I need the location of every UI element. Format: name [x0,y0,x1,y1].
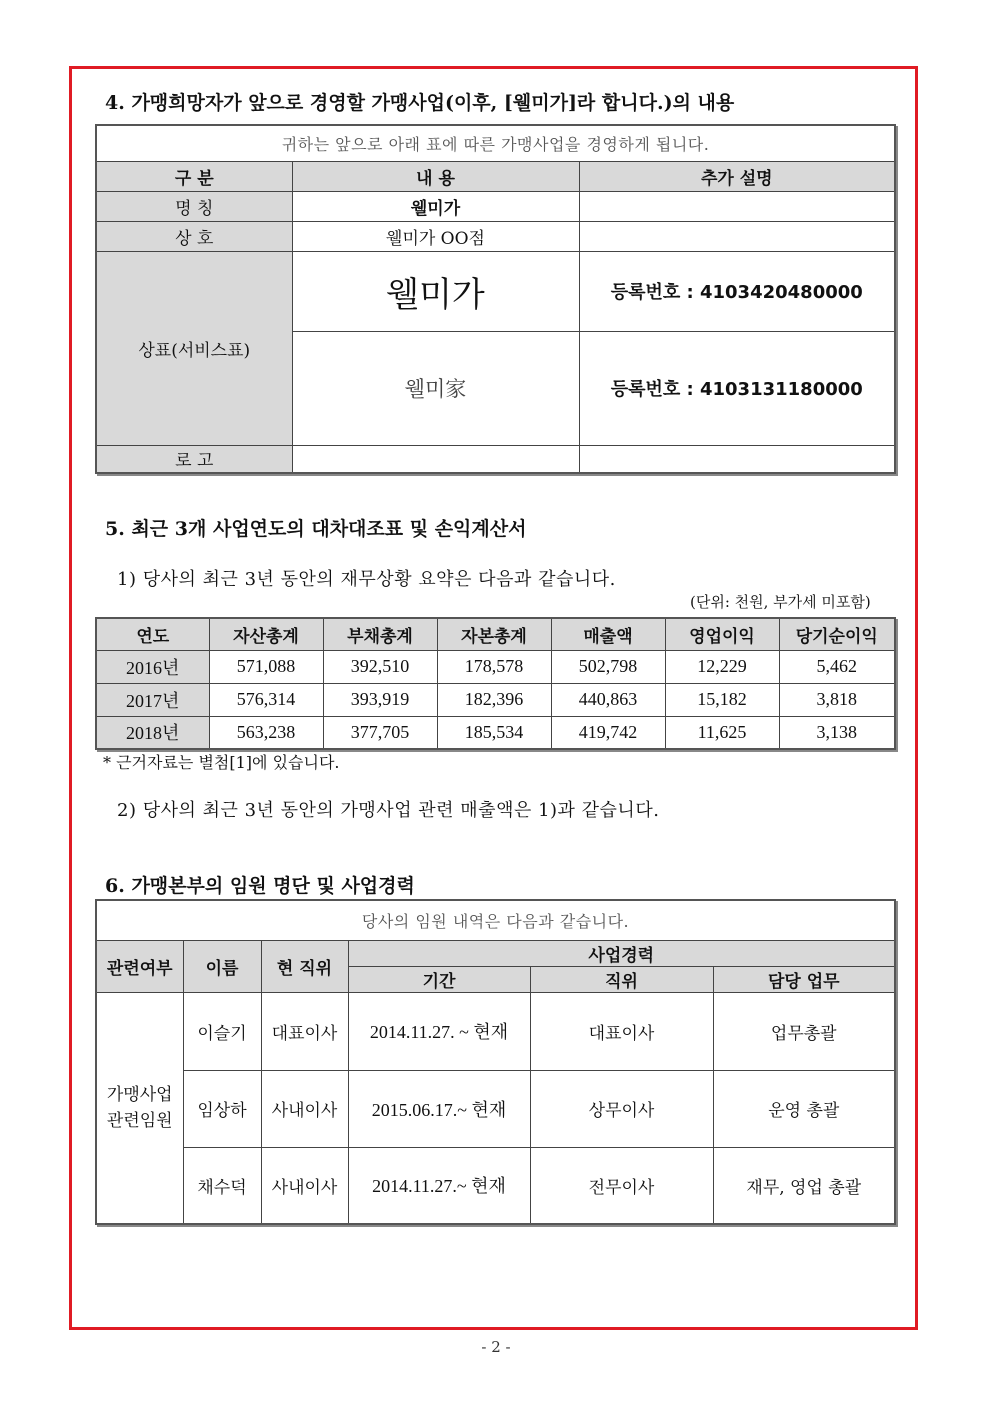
assets-cell: 563,238 [209,716,323,749]
exec-name: 채수덕 [183,1147,261,1224]
page-number: - 2 - [481,1338,511,1356]
header-period: 기간 [348,966,530,992]
financial-summary-text: 1) 당사의 최근 3년 동안의 재무상황 요약은 다음과 같습니다. [117,569,616,590]
name-extra [579,191,895,221]
exec-role: 상무이사 [530,1070,713,1147]
franchise-revenue-text: 2) 당사의 최근 3년 동안의 가맹사업 관련 매출액은 1)과 같습니다. [117,800,660,821]
section-6-heading: 6. 가맹본부의 임원 명단 및 사업경력 [105,875,415,897]
liabilities-cell: 377,705 [323,716,437,749]
col-net-income: 당기순이익 [779,618,895,650]
col-operating-income: 영업이익 [665,618,779,650]
business-content-table [95,124,896,474]
trade-name-extra [579,221,895,251]
net-income-cell: 3,138 [779,716,895,749]
revenue-cell: 419,742 [551,716,665,749]
equity-cell: 185,534 [437,716,551,749]
col-liabilities: 부채총계 [323,618,437,650]
source-note: * 근거자료는 별첨[1]에 있습니다. [103,753,340,772]
assets-cell: 571,088 [209,650,323,683]
table-row [96,683,895,716]
trademark-1: 웰미가 [292,251,579,331]
operating-income-cell: 11,625 [665,716,779,749]
trademark-1-registration: 등록번호 : 4103420480000 [579,251,895,331]
net-income-cell: 3,818 [779,683,895,716]
trademark-label: 상표(서비스표) [96,251,292,445]
executives-table [95,899,896,1225]
logo-value [292,445,579,473]
exec-duty: 운영 총괄 [713,1070,895,1147]
liabilities-cell: 393,919 [323,683,437,716]
table-row [96,1147,895,1224]
trade-name-label: 상 호 [96,221,292,251]
table-caption: 당사의 임원 내역은 다음과 같습니다. [96,900,895,940]
year-cell: 2017년 [96,683,209,716]
logo-label: 로 고 [96,445,292,473]
col-assets: 자산총계 [209,618,323,650]
group-label [96,992,183,1224]
header-position: 현 직위 [261,940,348,992]
section-5-heading: 5. 최근 3개 사업연도의 대차대조표 및 손익계산서 [105,518,527,540]
header-category: 구 분 [96,161,292,191]
table-row [96,1070,895,1147]
name-value: 웰미가 [292,191,579,221]
trade-name-value: 웰미가 OO점 [292,221,579,251]
logo-extra [579,445,895,473]
equity-cell: 178,578 [437,650,551,683]
operating-income-cell: 12,229 [665,650,779,683]
operating-income-cell: 15,182 [665,683,779,716]
trademark-2: 웰미家 [292,331,579,445]
revenue-cell: 502,798 [551,650,665,683]
section-4-heading: 4. 가맹희망자가 앞으로 경영할 가맹사업(이후, [웰미가]라 합니다.)의 내용 [105,92,735,114]
table-row [96,992,895,1070]
header-related: 관련여부 [96,940,183,992]
header-duty: 담당 업무 [713,966,895,992]
revenue-cell: 440,863 [551,683,665,716]
equity-cell: 182,396 [437,683,551,716]
exec-duty: 재무, 영업 총괄 [713,1147,895,1224]
header-role: 직위 [530,966,713,992]
header-extra: 추가 설명 [579,161,895,191]
year-cell: 2016년 [96,650,209,683]
exec-name: 이슬기 [183,992,261,1070]
exec-duty: 업무총괄 [713,992,895,1070]
assets-cell: 576,314 [209,683,323,716]
header-name: 이름 [183,940,261,992]
exec-position: 대표이사 [261,992,348,1070]
group-label-line-2: 관련임원 [106,1110,173,1131]
trademark-2-registration: 등록번호 : 4103131180000 [579,331,895,445]
group-label-line-1: 가맹사업 [106,1084,173,1105]
liabilities-cell: 392,510 [323,650,437,683]
col-equity: 자본총계 [437,618,551,650]
net-income-cell: 5,462 [779,650,895,683]
exec-period: 2014.11.27. ~ 현재 [348,992,530,1070]
unit-note: (단위: 천원, 부가세 미포함) [690,593,871,611]
col-revenue: 매출액 [551,618,665,650]
table-row [96,716,895,749]
exec-period: 2014.11.27.~ 현재 [348,1147,530,1224]
exec-period: 2015.06.17.~ 현재 [348,1070,530,1147]
exec-role: 전무이사 [530,1147,713,1224]
exec-role: 대표이사 [530,992,713,1070]
table-caption: 귀하는 앞으로 아래 표에 따른 가맹사업을 경영하게 됩니다. [96,125,895,161]
name-label: 명 칭 [96,191,292,221]
header-career: 사업경력 [348,940,895,966]
exec-name: 임상하 [183,1070,261,1147]
financial-table [95,617,896,750]
year-cell: 2018년 [96,716,209,749]
exec-position: 사내이사 [261,1147,348,1224]
exec-position: 사내이사 [261,1070,348,1147]
table-row [96,650,895,683]
col-year: 연도 [96,618,209,650]
header-content: 내 용 [292,161,579,191]
